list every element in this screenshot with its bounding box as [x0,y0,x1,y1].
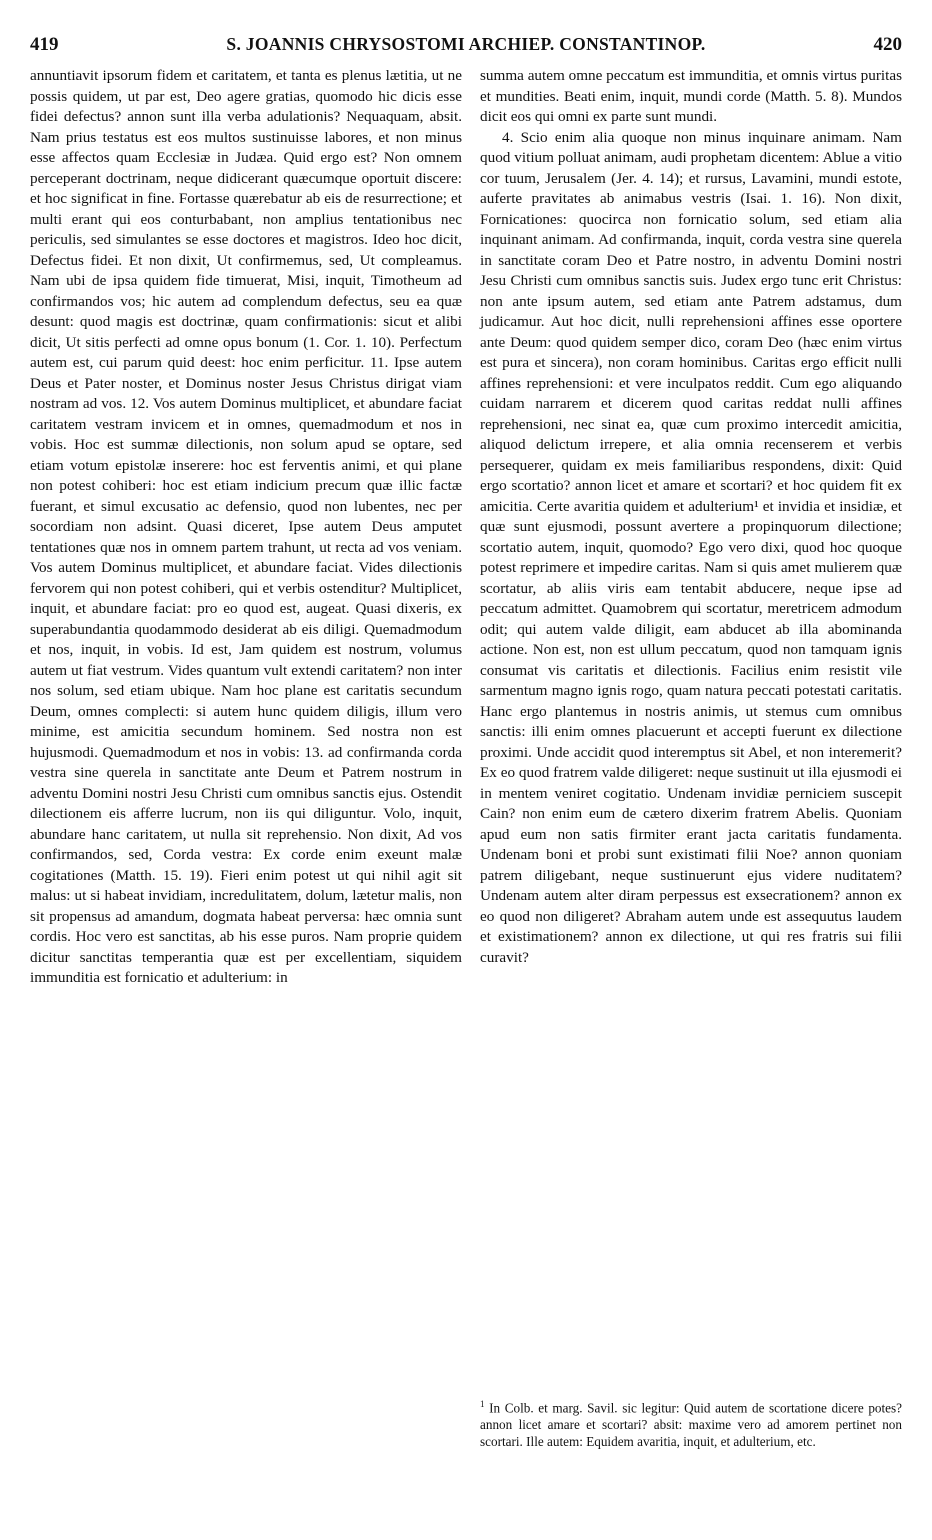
footnote-marker: 1 [480,1399,485,1409]
page-number-left: 419 [30,34,59,55]
footnote-text: In Colb. et marg. Savil. sic legitur: Quid autem de scortatione dicere potes? annon licet amare et scortari? absit: maxime vero ad amorem pertinet non scortari. Ille autem: Equidem avaritia, inquit, et adulterium, etc. [480,1400,903,1450]
page-header [30,34,902,60]
left-paragraph: annuntiavit ipsorum fidem et caritatem, et tanta es plenus lætitia, ut ne possis quidem, ut par est, Deo agere gratias, quomodo hic dicis esse fidei defectus? annon sunt illa verba adulationis? Nequaquam, absit. Nam prius testatus est eos multos sustinuisse labores, et non minus esse affectos quam Ecclesiæ in Judæa. Quid ergo est? Non omnem perceperant doctrinam, neque didicerant quæcumque oportuit discere: et hoc significat in fine. Fortasse quærebatur ab eis de resurrectione; et multi erant qui eos conturbabant, non amplius tentationibus nec periculis, sed simulantes se esse doctores et magistros. Ideo hoc dicit, Defectus fidei. Et non dixit, Ut confirmemus, sed, Ut compleamus. Nam ubi de ipsa quidem fide timuerat, Misi, inquit, Timotheum ad confirmandos vos; hic autem ad complendum defectus, seu ea quæ desunt: quod magis est doctrinæ, quam confirmationis: sicut et alibi dicit, Ut sitis perfecti ad omne opus bonum (1. Cor. 1. 10). Perfectum autem est, cui parum quid deest: hoc enim perficitur. 11. Ipse autem Deus et Pater noster, et Dominus noster Jesus Christus dirigat viam nostram ad vos. 12. Vos autem Dominus multiplicet, et abundare faciat caritatem vestram invicem et in omnes, quemadmodum et nos in vobis. Hoc est summæ dilectionis, non solum apud se optare, sed etiam votum epistolæ inserere: hoc est ferventis animi, et qui plane non potest cohiberi: hoc est etiam indicium precum quæ illic factæ fuerant, et simul excusatio ac defensio, quod non lubentes, nec per socordiam non adsint. Quasi diceret, Ipse autem Deus amputet tentationes quæ nos in omnem partem trahunt, ut recta ad vos veniam. Vos autem Dominus multiplicet, et abundare faciat. Vides dilectionis fervorem qui non potest cohiberi, qui et verbis ostenditur? Multiplicet, inquit, et abundare faciat: pro eo quod est, augeat. Quasi dixeris, ex superabundantia quodammodo desiderat ab eis diligi. Quemadmodum et nos, inquit, in vobis. Id est, Jam quidem est nostrum, volumus autem ut fiat vestrum. Vides quantum vult extendi caritatem? non inter nos solum, sed etiam ubique. Nam hoc plane est caritatis secundum Deum, omnes complecti: si autem hunc quidem diligis, illum vero minime, est amicitia secundum hominem. Sed nostra non est hujusmodi. Quemadmodum et nos in vobis: 13. ad confirmanda corda vestra sine querela in sanctitate ante Deum et Patrem nostrum in adventu Domini nostri Jesu Christi cum omnibus sanctis ejus. Ostendit dilectionem eis afferre lucrum, non iis qui diliguntur. Volo, inquit, abundare hanc caritatem, ut nulla sit reprehensio. Non dixit, Ad vos confirmandos, sed, Corda vestra: Ex corde enim exeunt malæ cogitationes (Matth. 15. 19). Fieri enim potest ut qui nihil agit sit malus: ut si habeat invidiam, incredulitatem, dolum, lætetur malis, non sit propensus ad amandum, dogmata habeat perversa: hæc omnia sunt cordis. Hoc vero est sanctitas, ab his esse puros. Nam proprie quidem dicitur sanctitas temperantia quæ est per excellentiam, siquidem immunditia est fornicatio et adulterium: in [30,67,462,986]
right-paragraph-2: 4. Scio enim alia quoque non minus inquinare animam. Nam quod vitium polluat animam, audi prophetam dicentem: Ablue a vitio cor tuum, Jerusalem (Jer. 4. 14); et rursus, Lavamini, mundi estote, auferte pravitates ab animabus vestris (Isai. 1. 16). Non dixit, Fornicationes: quocirca non fornicatio solum, sed etiam alia inquinant animam. Ad confirmanda, inquit, corda vestra sine querela in sanctitate coram Deo et Patre nostro, in adventu Domini nostri Jesu Christi cum omnibus sanctis suis. Judex ergo tunc erit Christus: non ante ipsum autem, sed etiam ante Patrem adstamus, dum judicamur. Aut hoc dicit, nulli reprehensioni affines esse oportere ante Deum: quod quidem semper dico, coram Deo (hæc enim virtus est pura et sincera), non coram hominibus. Caritas ergo efficit nulli affines reprehensioni: et vere inculpatos reddit. Cum ego aliquando cuidam narrarem et dicerem quod caritas reddat nulli affines reprehensioni, nec sinat ea, quæ cum proximo intercedit amicitia, aliquod delictum irrepere, et alia omnia recenserem et verbis persequerer, quidam ex meis familiaribus respondens, dixit: Quid ergo scortatio? annon licet et amare et scortari? et hoc quidem fit ex amicitia. Certe avaritia quidem et adulterium¹ et invidia et insidiæ, et quæ sunt ejusmodi, possunt avertere a propinquorum dilectione; scortatio autem, inquit, quomodo? Ego vero dixi, quod hoc quoque potest reprimere et impedire caritas. Nam si quis amet mulierem quæ scortatur, ab aliis viris eam tentabit abducere, neque ipse ad peccatum admittet. Quamobrem qui scortatur, meretricem admodum odit; qui autem valde diligit, eam abducet ab illa abominanda actione. Non est, non est ullum peccatum, quod non tamquam ignis consumat vis caritatis et dilectionis. Facilius enim resistit vile sarmentum magno ignis rogo, quam natura peccati potestati caritatis. Hanc ergo plantemus in nostris animis, ut stemus cum omnibus sanctis: illi enim omnes placuerunt et accepti fuerunt ex dilectione proximi. Unde accidit quod interemptus sit Abel, et non interemerit? Ex eo quod fratrem valde diligeret: neque sustinuit ut illa ejusmodi ei in mentem veniret cogitatio. Undenam invidiæ perniciem suscepit Cain? non enim eum de cætero dixerim fratrem Abelis. Quoniam apud eum non satis firmiter erant jacta caritatis fundamenta. Undenam boni et probi sunt existimati filii Noe? annon quoniam patrem diligebant, neque sustinuerunt ejus videre nuditatem? Undenam autem alter diram perpessus est exsecrationem? annon ex eo quod non diligeret? Abraham autem unde est assequutus laudem et existimationem? annon ex dilectione, ut qui res fratris sui filii curavit? [480,128,902,966]
right-column [480,66,902,968]
right-paragraph-1: summa autem omne peccatum est immunditia, et omnis virtus puritas et mundities. Beati enim, inquit, mundi corde (Matth. 5. 8). Mundos dicit eos qui omni ex parte sunt mundi. [480,67,902,125]
page-number-right: 420 [873,34,902,55]
running-title: S. JOANNIS CHRYSOSTOMI ARCHIEP. CONSTANTINOP. [226,34,706,54]
left-column [30,66,462,989]
footnote [480,1396,902,1450]
